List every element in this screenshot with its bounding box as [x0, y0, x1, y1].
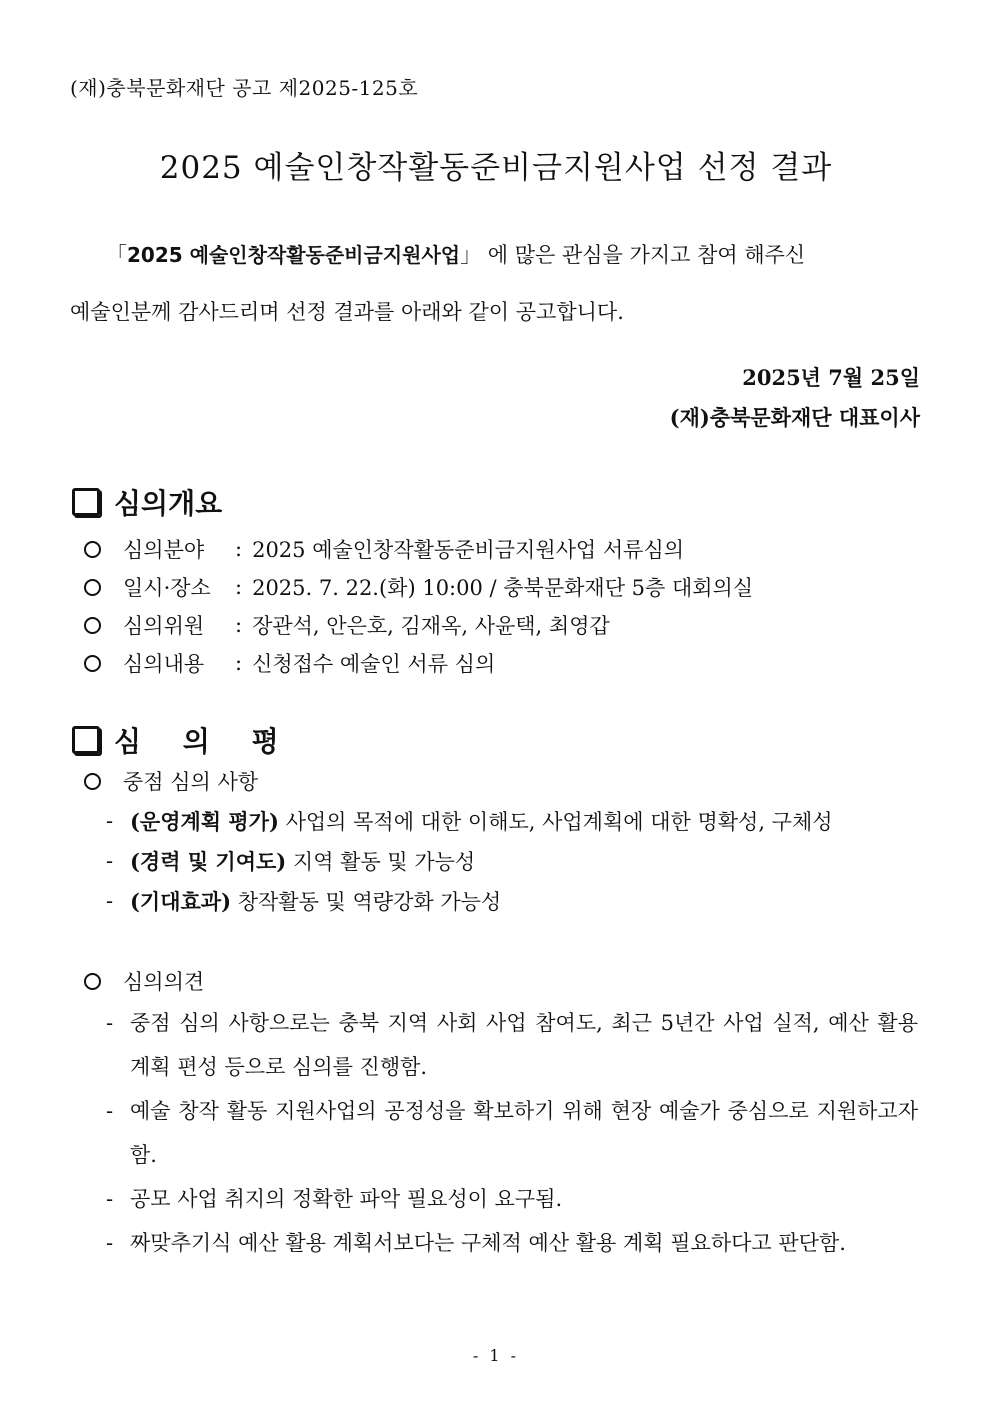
opinion-text: 중점 심의 사항으로는 충북 지역 사회 사업 참여도, 최근 5년간 사업 실적, 예산 활용 계획 편성 등으로 심의를 진행함.	[130, 1011, 918, 1079]
opinion-text: 공모 사업 취지의 정확한 파악 필요성이 요구됨.	[130, 1187, 563, 1211]
criteria-key: (운영계획 평가)	[130, 809, 279, 834]
criteria-key: (경력 및 기여도)	[130, 849, 287, 874]
overview-item	[84, 644, 753, 682]
criteria-item	[106, 841, 922, 881]
criteria-text: 사업의 목적에 대한 이해도, 사업계획에 대한 명확성, 구체성	[285, 810, 833, 834]
intro-paragraph	[70, 227, 922, 341]
overview-item-value: 장관석, 안은호, 김재옥, 사윤택, 최영갑	[252, 614, 610, 638]
review-heading-label: 심 의 평	[114, 725, 295, 758]
opinion-item	[106, 1001, 922, 1089]
bracket-open: 「	[106, 243, 127, 267]
criteria-heading-label: 중점 심의 사항	[123, 770, 259, 794]
opinion-text: 예술 창작 활동 지원사업의 공정성을 확보하기 위해 현장 예술가 중심으로 지원하고자 함.	[130, 1099, 918, 1167]
intro-line-1-rest: 에 많은 관심을 가지고 참여 해주신	[487, 243, 806, 267]
overview-heading	[72, 482, 222, 522]
issue-date: 2025년 7월 25일	[742, 365, 920, 390]
overview-item-value: 2025 예술인창작활동준비금지원사업 서류심의	[252, 538, 685, 562]
overview-item-separator: :	[235, 575, 243, 599]
checkbox-square-icon	[72, 488, 100, 516]
circle-bullet-icon	[84, 579, 101, 596]
opinions-heading-row	[84, 962, 204, 1000]
overview-item-separator: :	[235, 613, 243, 637]
dash-bullet: -	[106, 889, 114, 913]
criteria-item	[106, 801, 922, 841]
intro-line-1	[70, 227, 922, 284]
review-heading	[72, 720, 295, 760]
criteria-text: 창작활동 및 역량강화 가능성	[237, 890, 502, 914]
dash-bullet: -	[106, 1187, 114, 1211]
circle-bullet-icon	[84, 773, 101, 790]
document-title: 2025 예술인창작활동준비금지원사업 선정 결과	[159, 150, 833, 186]
overview-item	[84, 606, 753, 644]
opinions-heading-label: 심의의견	[123, 970, 205, 994]
overview-item-value: 신청접수 예술인 서류 심의	[252, 652, 496, 676]
opinion-item	[106, 1089, 922, 1177]
overview-item-label: 일시·장소	[123, 576, 211, 600]
bracket-close: 」	[460, 243, 482, 267]
overview-heading-label: 심의개요	[114, 487, 223, 520]
overview-item-separator: :	[235, 537, 243, 561]
overview-item-label: 심의분야	[123, 538, 205, 562]
dash-bullet: -	[106, 1231, 114, 1255]
dash-bullet: -	[106, 1099, 114, 1123]
overview-item	[84, 568, 753, 606]
opinion-item	[106, 1221, 922, 1265]
dash-bullet: -	[106, 1011, 114, 1035]
criteria-heading-row	[84, 762, 258, 800]
overview-list	[84, 530, 753, 682]
dash-bullet: -	[106, 849, 114, 873]
circle-bullet-icon	[84, 655, 101, 672]
overview-item	[84, 530, 753, 568]
checkbox-square-icon	[72, 726, 100, 754]
circle-bullet-icon	[84, 617, 101, 634]
criteria-list	[106, 801, 922, 921]
criteria-key: (기대효과)	[130, 889, 232, 914]
intro-line-2: 예술인분께 감사드리며 선정 결과를 아래와 같이 공고합니다.	[70, 300, 624, 324]
overview-item-value: 2025. 7. 22.(화) 10:00 / 충북문화재단 5층 대회의실	[252, 576, 754, 600]
circle-bullet-icon	[84, 541, 101, 558]
dash-bullet: -	[106, 809, 114, 833]
notice-number: (재)충북문화재단 공고 제2025-125호	[70, 76, 419, 100]
criteria-item	[106, 881, 922, 921]
overview-item-label: 심의내용	[123, 652, 205, 676]
page-number: - 1 -	[472, 1346, 520, 1365]
criteria-heading	[84, 762, 258, 800]
opinion-item	[106, 1177, 922, 1221]
opinions-list	[106, 1001, 922, 1265]
circle-bullet-icon	[84, 973, 101, 990]
opinions-heading	[84, 962, 204, 1000]
overview-item-label: 심의위원	[123, 614, 205, 638]
criteria-text: 지역 활동 및 가능성	[292, 850, 476, 874]
overview-item-separator: :	[235, 651, 243, 675]
program-name: 2025 예술인창작활동준비금지원사업	[127, 243, 461, 267]
opinion-text: 짜맞추기식 예산 활용 계획서보다는 구체적 예산 활용 계획 필요하다고 판단함.	[130, 1231, 846, 1255]
signer: (재)충북문화재단 대표이사	[669, 405, 920, 430]
